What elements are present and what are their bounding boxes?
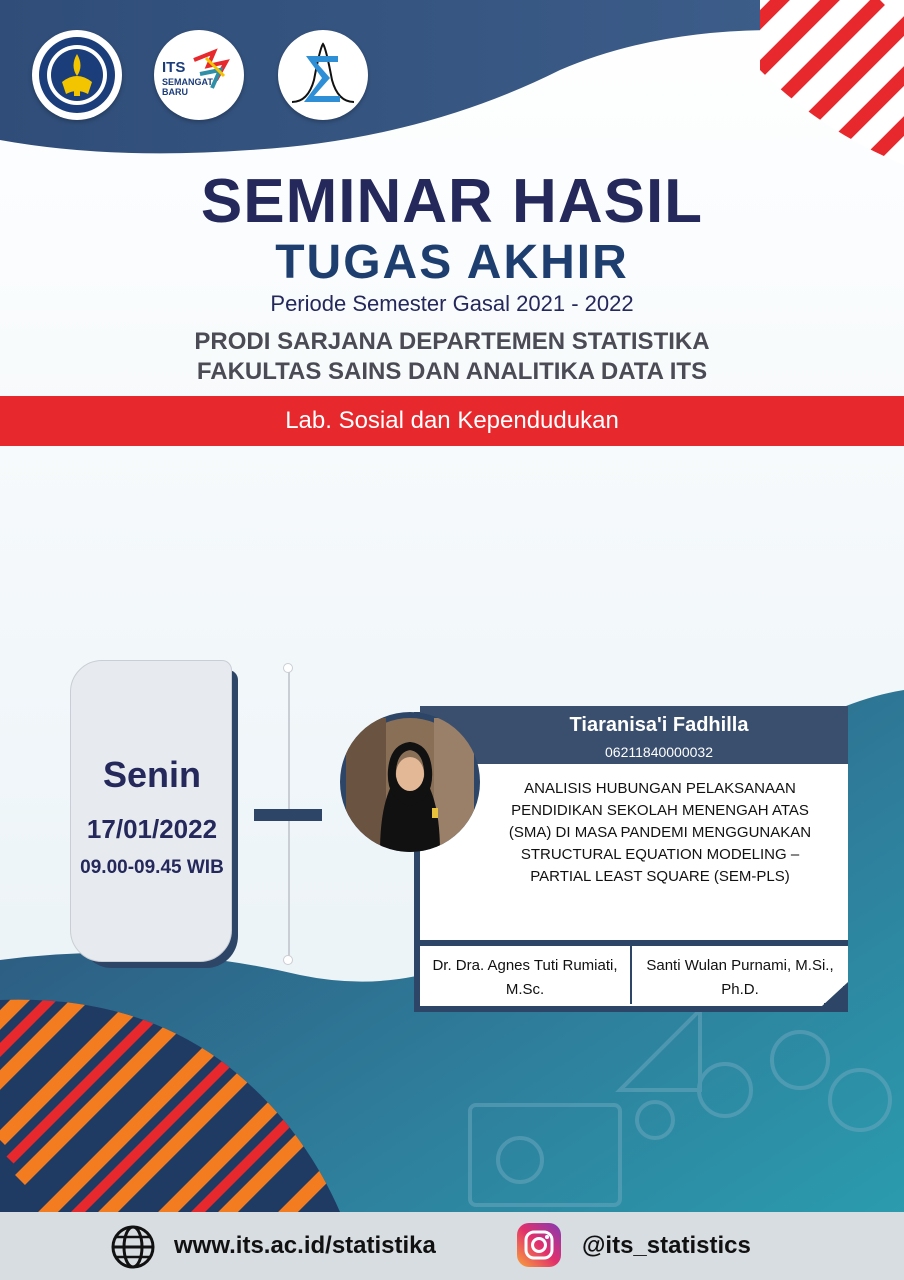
supervisor-2: Santi Wulan Purnami, M.Si., Ph.D. xyxy=(646,957,834,998)
schedule-time: 09.00-09.45 WIB xyxy=(80,857,224,878)
card-divider xyxy=(420,940,848,946)
statistika-sigma-logo xyxy=(278,30,368,120)
thesis-title: ANALISIS HUBUNGAN PELAKSANAAN PENDIDIKAN SEKOLAH MENENGAH ATAS (SMA) DI MASA PANDEMI MENGGUNAKAN STRUCTURAL EQUATION MODELING – PARTIAL LEAST SQUARE (SEM-PLS) xyxy=(508,780,812,885)
supervisor-divider xyxy=(630,946,632,1004)
ribbon-icon xyxy=(154,30,244,120)
sigma-icon xyxy=(278,30,368,120)
instagram-handle[interactable]: @its_statistics xyxy=(582,1232,751,1259)
timeline-dot-top xyxy=(283,663,293,673)
presenter-avatar-icon xyxy=(340,712,480,852)
its-semangat-baru-logo xyxy=(154,30,244,120)
program-text: PRODI SARJANA DEPARTEMEN STATISTIKA xyxy=(194,328,710,355)
its-emblem-logo xyxy=(32,30,122,120)
title-tugas-akhir: TUGAS AKHIR xyxy=(275,236,629,289)
connector-dash xyxy=(254,809,322,821)
timeline-dot-bottom xyxy=(283,955,293,965)
presenter-name: Tiaranisa'i Fadhilla xyxy=(569,714,749,736)
its-logo-subtext: SEMANGAT BARU xyxy=(162,77,213,97)
lab-banner: Lab. Sosial dan Kependudukan xyxy=(0,396,904,446)
presenter-photo xyxy=(340,712,480,852)
website-link[interactable]: www.its.ac.id/statistika xyxy=(174,1232,436,1259)
supervisor-1: Dr. Dra. Agnes Tuti Rumiati, M.Sc. xyxy=(432,957,618,998)
period-text: Periode Semester Gasal 2021 - 2022 xyxy=(270,291,634,316)
globe-icon xyxy=(110,1224,156,1270)
its-emblem-icon xyxy=(32,30,122,120)
page-fold-icon xyxy=(822,982,848,1006)
instagram-icon xyxy=(516,1222,562,1268)
presenter-student-id: 06211840000032 xyxy=(605,744,713,760)
its-logo-text: ITS xyxy=(162,59,186,76)
date-card xyxy=(70,660,232,962)
schedule-date: 17/01/2022 xyxy=(86,814,218,844)
schedule-day: Senin xyxy=(102,754,201,795)
title-seminar-hasil: SEMINAR HASIL xyxy=(200,167,704,236)
faculty-text: FAKULTAS SAINS DAN ANALITIKA DATA ITS xyxy=(196,358,708,385)
